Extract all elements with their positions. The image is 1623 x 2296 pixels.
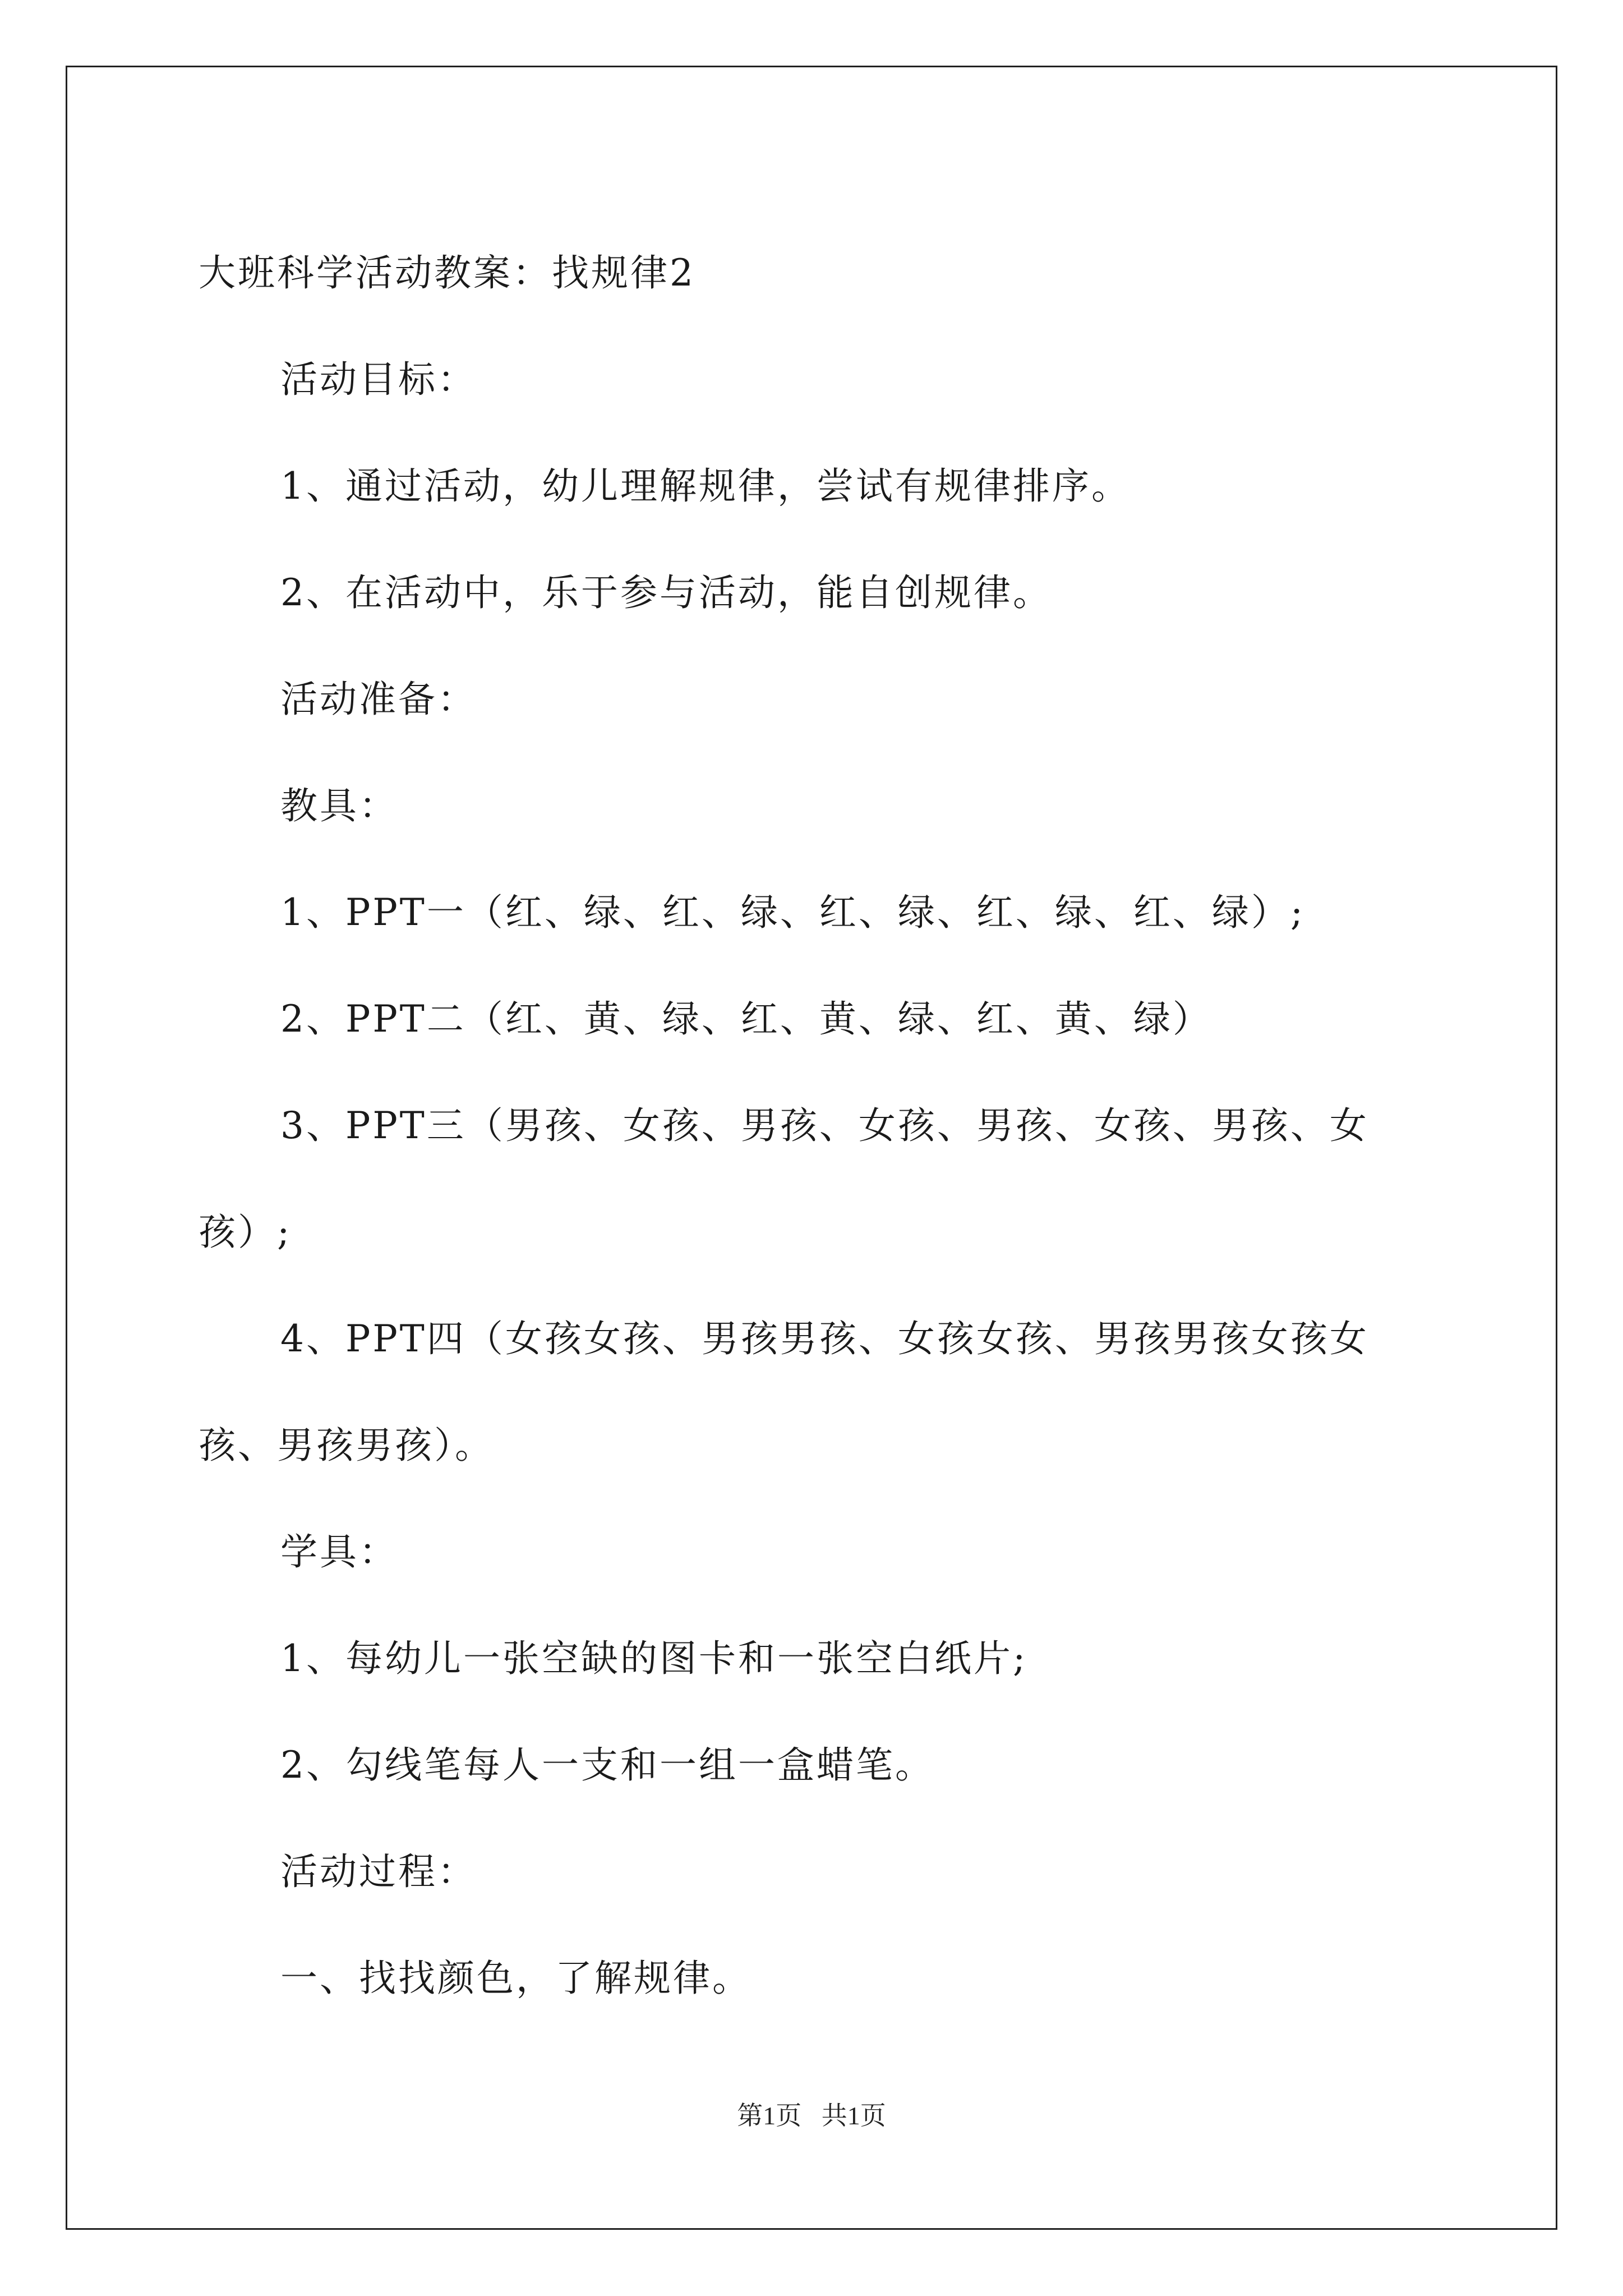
paragraph: 1、通过活动，幼儿理解规律，尝试有规律排序。: [280, 464, 1131, 508]
page-footer: [0, 2095, 1623, 2132]
paragraph: 2、勾线笔每人一支和一组一盒蜡笔。: [280, 1743, 934, 1787]
subheading-learning-aids: 学具：: [280, 1530, 398, 1573]
document-body: [199, 220, 1424, 2032]
paragraph: 1、PPT一（红、绿、红、绿、红、绿、红、绿、红、绿）;: [280, 891, 1306, 934]
document-title: 大班科学活动教案：找规律2: [199, 251, 695, 295]
page-number-current: 第1页: [737, 2101, 802, 2130]
section-heading-preparation: 活动准备：: [280, 678, 477, 721]
paragraph: 2、PPT二（红、黄、绿、红、黄、绿、红、黄、绿）: [280, 997, 1212, 1041]
paragraph: 1、每幼儿一张空缺的图卡和一张空白纸片;: [280, 1637, 1028, 1680]
paragraph: 一、找找颜色，了解规律。: [280, 1957, 751, 2000]
paragraph: 4、PPT四（女孩女孩、男孩男孩、女孩女孩、男孩男孩女孩女孩、男孩男孩）。: [199, 1317, 1369, 1467]
paragraph: 3、PPT三（男孩、女孩、男孩、女孩、男孩、女孩、男孩、女孩）;: [199, 1104, 1369, 1254]
paragraph: 2、在活动中，乐于参与活动，能自创规律。: [280, 571, 1052, 614]
section-heading-process: 活动过程：: [280, 1850, 477, 1893]
subheading-teaching-aids: 教具：: [280, 784, 398, 827]
section-heading-goals: 活动目标：: [280, 358, 477, 401]
page-number-total: 共1页: [821, 2101, 886, 2130]
